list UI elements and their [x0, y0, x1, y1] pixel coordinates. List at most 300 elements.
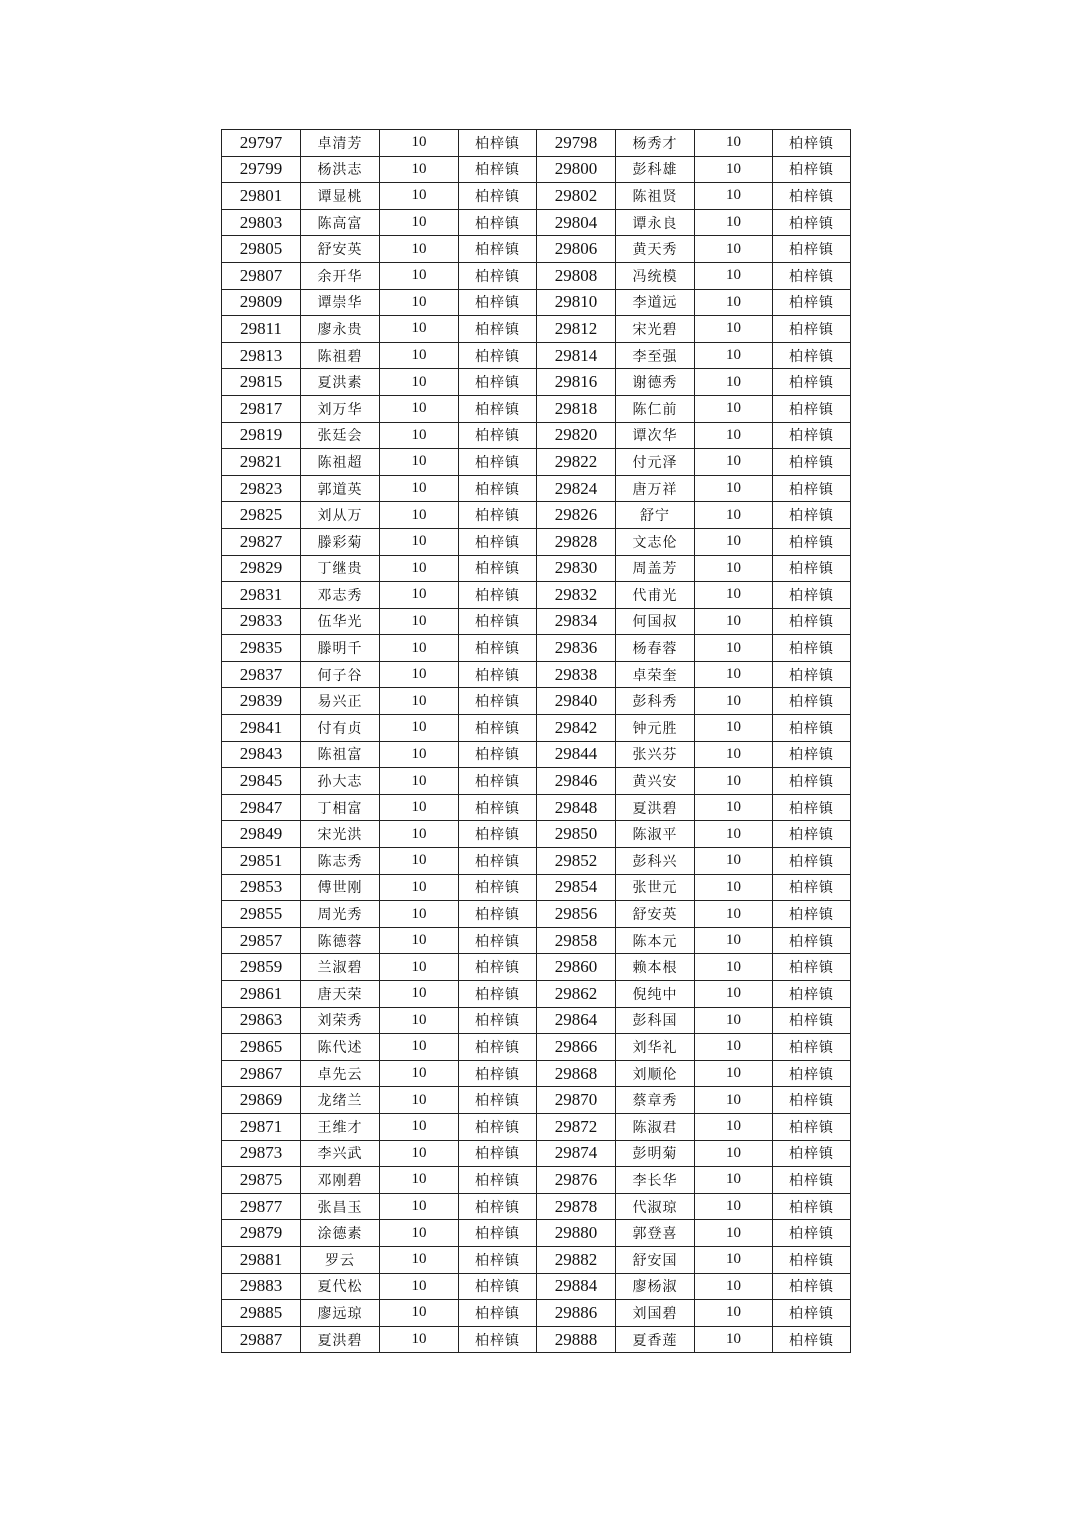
right-id-cell: 29862: [537, 981, 616, 1008]
table-row: [222, 741, 851, 768]
left-town-cell: 柏梓镇: [459, 502, 537, 529]
right-amount-cell: 10: [695, 1140, 773, 1167]
right-town-cell: 柏梓镇: [773, 1060, 851, 1087]
right-town-cell: 柏梓镇: [773, 1246, 851, 1273]
table-row: [222, 289, 851, 316]
table-row: [222, 1167, 851, 1194]
right-name-cell: 唐万祥: [616, 475, 695, 502]
left-name-cell: 龙绪兰: [301, 1087, 380, 1114]
right-town-cell: 柏梓镇: [773, 1273, 851, 1300]
left-town-cell: 柏梓镇: [459, 1246, 537, 1273]
right-name-cell: 张世元: [616, 874, 695, 901]
right-id-cell: 29846: [537, 768, 616, 795]
left-town-cell: 柏梓镇: [459, 156, 537, 183]
right-amount-cell: 10: [695, 130, 773, 157]
right-amount-cell: 10: [695, 1113, 773, 1140]
table-row: [222, 1273, 851, 1300]
left-amount-cell: 10: [380, 316, 459, 343]
left-town-cell: 柏梓镇: [459, 130, 537, 157]
right-town-cell: 柏梓镇: [773, 422, 851, 449]
left-town-cell: 柏梓镇: [459, 369, 537, 396]
right-town-cell: 柏梓镇: [773, 130, 851, 157]
left-name-cell: 滕彩菊: [301, 528, 380, 555]
left-name-cell: 李兴武: [301, 1140, 380, 1167]
right-amount-cell: 10: [695, 209, 773, 236]
right-name-cell: 文志伦: [616, 528, 695, 555]
right-id-cell: 29828: [537, 528, 616, 555]
right-id-cell: 29854: [537, 874, 616, 901]
left-id-cell: 29865: [222, 1034, 301, 1061]
left-amount-cell: 10: [380, 1140, 459, 1167]
left-town-cell: 柏梓镇: [459, 183, 537, 210]
right-id-cell: 29874: [537, 1140, 616, 1167]
left-name-cell: 付有贞: [301, 715, 380, 742]
right-name-cell: 刘顺伦: [616, 1060, 695, 1087]
right-amount-cell: 10: [695, 821, 773, 848]
left-name-cell: 陈高富: [301, 209, 380, 236]
left-town-cell: 柏梓镇: [459, 236, 537, 263]
left-id-cell: 29835: [222, 635, 301, 662]
right-id-cell: 29858: [537, 927, 616, 954]
left-town-cell: 柏梓镇: [459, 1060, 537, 1087]
right-town-cell: 柏梓镇: [773, 1326, 851, 1353]
right-id-cell: 29844: [537, 741, 616, 768]
left-amount-cell: 10: [380, 1113, 459, 1140]
right-name-cell: 陈淑君: [616, 1113, 695, 1140]
left-id-cell: 29843: [222, 741, 301, 768]
left-town-cell: 柏梓镇: [459, 927, 537, 954]
right-town-cell: 柏梓镇: [773, 1087, 851, 1114]
left-id-cell: 29869: [222, 1087, 301, 1114]
left-name-cell: 张昌玉: [301, 1193, 380, 1220]
table-row: [222, 449, 851, 476]
left-id-cell: 29837: [222, 661, 301, 688]
right-id-cell: 29804: [537, 209, 616, 236]
left-id-cell: 29819: [222, 422, 301, 449]
left-amount-cell: 10: [380, 528, 459, 555]
left-name-cell: 刘从万: [301, 502, 380, 529]
right-name-cell: 李道远: [616, 289, 695, 316]
left-name-cell: 孙大志: [301, 768, 380, 795]
left-id-cell: 29797: [222, 130, 301, 157]
right-amount-cell: 10: [695, 635, 773, 662]
left-town-cell: 柏梓镇: [459, 1034, 537, 1061]
left-amount-cell: 10: [380, 794, 459, 821]
table-row: [222, 236, 851, 263]
left-town-cell: 柏梓镇: [459, 289, 537, 316]
right-name-cell: 陈仁前: [616, 395, 695, 422]
left-town-cell: 柏梓镇: [459, 475, 537, 502]
left-name-cell: 谭崇华: [301, 289, 380, 316]
left-id-cell: 29803: [222, 209, 301, 236]
left-town-cell: 柏梓镇: [459, 422, 537, 449]
table-row: [222, 555, 851, 582]
left-name-cell: 陈祖碧: [301, 342, 380, 369]
right-amount-cell: 10: [695, 1007, 773, 1034]
left-amount-cell: 10: [380, 342, 459, 369]
right-town-cell: 柏梓镇: [773, 183, 851, 210]
left-id-cell: 29877: [222, 1193, 301, 1220]
left-name-cell: 廖永贵: [301, 316, 380, 343]
left-town-cell: 柏梓镇: [459, 1087, 537, 1114]
left-id-cell: 29853: [222, 874, 301, 901]
table-row: [222, 1113, 851, 1140]
left-name-cell: 何子谷: [301, 661, 380, 688]
right-amount-cell: 10: [695, 262, 773, 289]
right-id-cell: 29836: [537, 635, 616, 662]
right-amount-cell: 10: [695, 555, 773, 582]
table-row: [222, 316, 851, 343]
right-name-cell: 倪纯中: [616, 981, 695, 1008]
left-amount-cell: 10: [380, 209, 459, 236]
left-town-cell: 柏梓镇: [459, 688, 537, 715]
left-amount-cell: 10: [380, 1273, 459, 1300]
right-amount-cell: 10: [695, 1034, 773, 1061]
right-town-cell: 柏梓镇: [773, 1140, 851, 1167]
left-amount-cell: 10: [380, 1034, 459, 1061]
left-amount-cell: 10: [380, 1193, 459, 1220]
left-amount-cell: 10: [380, 954, 459, 981]
left-id-cell: 29833: [222, 608, 301, 635]
right-amount-cell: 10: [695, 1167, 773, 1194]
left-id-cell: 29855: [222, 901, 301, 928]
table-row: [222, 768, 851, 795]
right-town-cell: 柏梓镇: [773, 369, 851, 396]
right-town-cell: 柏梓镇: [773, 262, 851, 289]
table-row: [222, 1140, 851, 1167]
right-town-cell: 柏梓镇: [773, 635, 851, 662]
right-town-cell: 柏梓镇: [773, 555, 851, 582]
right-id-cell: 29880: [537, 1220, 616, 1247]
left-amount-cell: 10: [380, 183, 459, 210]
right-name-cell: 钟元胜: [616, 715, 695, 742]
right-town-cell: 柏梓镇: [773, 395, 851, 422]
left-name-cell: 兰淑碧: [301, 954, 380, 981]
right-id-cell: 29864: [537, 1007, 616, 1034]
right-id-cell: 29838: [537, 661, 616, 688]
table-row: [222, 183, 851, 210]
table-row: [222, 821, 851, 848]
left-town-cell: 柏梓镇: [459, 901, 537, 928]
left-amount-cell: 10: [380, 821, 459, 848]
right-amount-cell: 10: [695, 688, 773, 715]
right-id-cell: 29878: [537, 1193, 616, 1220]
left-id-cell: 29807: [222, 262, 301, 289]
right-name-cell: 代甫光: [616, 582, 695, 609]
left-name-cell: 陈祖超: [301, 449, 380, 476]
right-name-cell: 蔡章秀: [616, 1087, 695, 1114]
table-row: [222, 1326, 851, 1353]
table-row: [222, 635, 851, 662]
left-town-cell: 柏梓镇: [459, 209, 537, 236]
left-amount-cell: 10: [380, 475, 459, 502]
right-name-cell: 廖杨淑: [616, 1273, 695, 1300]
table-row: [222, 262, 851, 289]
right-id-cell: 29850: [537, 821, 616, 848]
right-town-cell: 柏梓镇: [773, 1300, 851, 1327]
left-name-cell: 罗云: [301, 1246, 380, 1273]
left-amount-cell: 10: [380, 901, 459, 928]
right-id-cell: 29872: [537, 1113, 616, 1140]
left-id-cell: 29857: [222, 927, 301, 954]
left-town-cell: 柏梓镇: [459, 316, 537, 343]
right-name-cell: 何国叔: [616, 608, 695, 635]
right-amount-cell: 10: [695, 1060, 773, 1087]
table-row: [222, 848, 851, 875]
left-id-cell: 29815: [222, 369, 301, 396]
left-town-cell: 柏梓镇: [459, 1193, 537, 1220]
left-amount-cell: 10: [380, 661, 459, 688]
left-id-cell: 29821: [222, 449, 301, 476]
left-name-cell: 陈代述: [301, 1034, 380, 1061]
right-amount-cell: 10: [695, 156, 773, 183]
right-id-cell: 29884: [537, 1273, 616, 1300]
left-name-cell: 夏代松: [301, 1273, 380, 1300]
left-town-cell: 柏梓镇: [459, 874, 537, 901]
right-town-cell: 柏梓镇: [773, 449, 851, 476]
right-id-cell: 29832: [537, 582, 616, 609]
right-id-cell: 29814: [537, 342, 616, 369]
right-id-cell: 29820: [537, 422, 616, 449]
right-id-cell: 29798: [537, 130, 616, 157]
left-amount-cell: 10: [380, 449, 459, 476]
left-id-cell: 29873: [222, 1140, 301, 1167]
right-id-cell: 29824: [537, 475, 616, 502]
left-amount-cell: 10: [380, 715, 459, 742]
left-amount-cell: 10: [380, 635, 459, 662]
table-row: [222, 156, 851, 183]
left-id-cell: 29887: [222, 1326, 301, 1353]
right-amount-cell: 10: [695, 927, 773, 954]
table-row: [222, 1087, 851, 1114]
left-town-cell: 柏梓镇: [459, 715, 537, 742]
left-name-cell: 卓先云: [301, 1060, 380, 1087]
right-name-cell: 彭明菊: [616, 1140, 695, 1167]
left-id-cell: 29861: [222, 981, 301, 1008]
table-row: [222, 582, 851, 609]
right-name-cell: 陈淑平: [616, 821, 695, 848]
left-name-cell: 邓刚碧: [301, 1167, 380, 1194]
right-amount-cell: 10: [695, 1193, 773, 1220]
right-town-cell: 柏梓镇: [773, 927, 851, 954]
right-town-cell: 柏梓镇: [773, 156, 851, 183]
right-town-cell: 柏梓镇: [773, 1113, 851, 1140]
right-name-cell: 宋光碧: [616, 316, 695, 343]
left-amount-cell: 10: [380, 369, 459, 396]
right-name-cell: 夏洪碧: [616, 794, 695, 821]
left-id-cell: 29879: [222, 1220, 301, 1247]
left-amount-cell: 10: [380, 688, 459, 715]
left-town-cell: 柏梓镇: [459, 848, 537, 875]
left-town-cell: 柏梓镇: [459, 528, 537, 555]
right-amount-cell: 10: [695, 768, 773, 795]
right-amount-cell: 10: [695, 369, 773, 396]
table-row: [222, 954, 851, 981]
right-name-cell: 陈本元: [616, 927, 695, 954]
right-town-cell: 柏梓镇: [773, 874, 851, 901]
right-town-cell: 柏梓镇: [773, 981, 851, 1008]
right-town-cell: 柏梓镇: [773, 954, 851, 981]
left-id-cell: 29863: [222, 1007, 301, 1034]
left-amount-cell: 10: [380, 981, 459, 1008]
right-amount-cell: 10: [695, 316, 773, 343]
left-id-cell: 29799: [222, 156, 301, 183]
right-town-cell: 柏梓镇: [773, 821, 851, 848]
left-id-cell: 29859: [222, 954, 301, 981]
right-town-cell: 柏梓镇: [773, 901, 851, 928]
left-name-cell: 丁继贵: [301, 555, 380, 582]
left-name-cell: 夏洪素: [301, 369, 380, 396]
left-amount-cell: 10: [380, 1300, 459, 1327]
right-amount-cell: 10: [695, 422, 773, 449]
left-name-cell: 伍华光: [301, 608, 380, 635]
right-town-cell: 柏梓镇: [773, 741, 851, 768]
right-name-cell: 舒安国: [616, 1246, 695, 1273]
right-town-cell: 柏梓镇: [773, 1167, 851, 1194]
table-row: [222, 981, 851, 1008]
table-row: [222, 1220, 851, 1247]
table-row: [222, 661, 851, 688]
right-name-cell: 付元泽: [616, 449, 695, 476]
roster-table: [221, 129, 851, 1353]
right-name-cell: 李长华: [616, 1167, 695, 1194]
right-id-cell: 29800: [537, 156, 616, 183]
right-name-cell: 彭科兴: [616, 848, 695, 875]
right-id-cell: 29866: [537, 1034, 616, 1061]
right-id-cell: 29882: [537, 1246, 616, 1273]
right-amount-cell: 10: [695, 901, 773, 928]
right-name-cell: 舒安英: [616, 901, 695, 928]
left-name-cell: 舒安英: [301, 236, 380, 263]
right-amount-cell: 10: [695, 848, 773, 875]
left-amount-cell: 10: [380, 768, 459, 795]
right-amount-cell: 10: [695, 981, 773, 1008]
right-name-cell: 谢德秀: [616, 369, 695, 396]
table-row: [222, 475, 851, 502]
right-id-cell: 29822: [537, 449, 616, 476]
right-id-cell: 29834: [537, 608, 616, 635]
right-town-cell: 柏梓镇: [773, 688, 851, 715]
right-id-cell: 29876: [537, 1167, 616, 1194]
right-id-cell: 29886: [537, 1300, 616, 1327]
left-id-cell: 29831: [222, 582, 301, 609]
table-row: [222, 422, 851, 449]
left-id-cell: 29825: [222, 502, 301, 529]
right-name-cell: 代淑琼: [616, 1193, 695, 1220]
right-id-cell: 29808: [537, 262, 616, 289]
left-id-cell: 29817: [222, 395, 301, 422]
left-amount-cell: 10: [380, 1326, 459, 1353]
left-name-cell: 丁相富: [301, 794, 380, 821]
left-town-cell: 柏梓镇: [459, 981, 537, 1008]
right-name-cell: 舒宁: [616, 502, 695, 529]
right-amount-cell: 10: [695, 741, 773, 768]
right-name-cell: 冯统模: [616, 262, 695, 289]
table-row: [222, 927, 851, 954]
right-name-cell: 张兴芬: [616, 741, 695, 768]
left-town-cell: 柏梓镇: [459, 1167, 537, 1194]
table-row: [222, 1300, 851, 1327]
right-id-cell: 29816: [537, 369, 616, 396]
left-town-cell: 柏梓镇: [459, 1140, 537, 1167]
right-amount-cell: 10: [695, 183, 773, 210]
table-row: [222, 688, 851, 715]
right-town-cell: 柏梓镇: [773, 1007, 851, 1034]
left-id-cell: 29813: [222, 342, 301, 369]
right-name-cell: 刘国碧: [616, 1300, 695, 1327]
right-town-cell: 柏梓镇: [773, 1220, 851, 1247]
right-amount-cell: 10: [695, 1220, 773, 1247]
right-town-cell: 柏梓镇: [773, 502, 851, 529]
right-town-cell: 柏梓镇: [773, 582, 851, 609]
left-name-cell: 郭道英: [301, 475, 380, 502]
right-amount-cell: 10: [695, 874, 773, 901]
left-amount-cell: 10: [380, 502, 459, 529]
right-name-cell: 杨春蓉: [616, 635, 695, 662]
left-town-cell: 柏梓镇: [459, 1300, 537, 1327]
left-town-cell: 柏梓镇: [459, 262, 537, 289]
left-amount-cell: 10: [380, 1167, 459, 1194]
left-id-cell: 29849: [222, 821, 301, 848]
left-amount-cell: 10: [380, 395, 459, 422]
right-town-cell: 柏梓镇: [773, 289, 851, 316]
table-row: [222, 528, 851, 555]
right-amount-cell: 10: [695, 715, 773, 742]
left-amount-cell: 10: [380, 1246, 459, 1273]
right-name-cell: 黄兴安: [616, 768, 695, 795]
right-town-cell: 柏梓镇: [773, 608, 851, 635]
left-amount-cell: 10: [380, 236, 459, 263]
right-id-cell: 29888: [537, 1326, 616, 1353]
left-town-cell: 柏梓镇: [459, 1273, 537, 1300]
left-town-cell: 柏梓镇: [459, 661, 537, 688]
right-town-cell: 柏梓镇: [773, 342, 851, 369]
right-amount-cell: 10: [695, 236, 773, 263]
table-row: [222, 209, 851, 236]
left-amount-cell: 10: [380, 422, 459, 449]
right-id-cell: 29810: [537, 289, 616, 316]
left-amount-cell: 10: [380, 608, 459, 635]
left-name-cell: 廖远琼: [301, 1300, 380, 1327]
left-town-cell: 柏梓镇: [459, 1113, 537, 1140]
left-town-cell: 柏梓镇: [459, 555, 537, 582]
right-name-cell: 周盖芳: [616, 555, 695, 582]
left-name-cell: 陈志秀: [301, 848, 380, 875]
right-id-cell: 29848: [537, 794, 616, 821]
right-town-cell: 柏梓镇: [773, 768, 851, 795]
right-amount-cell: 10: [695, 528, 773, 555]
left-amount-cell: 10: [380, 1007, 459, 1034]
right-id-cell: 29826: [537, 502, 616, 529]
right-name-cell: 夏香莲: [616, 1326, 695, 1353]
left-id-cell: 29885: [222, 1300, 301, 1327]
left-amount-cell: 10: [380, 1087, 459, 1114]
left-amount-cell: 10: [380, 874, 459, 901]
right-amount-cell: 10: [695, 794, 773, 821]
right-id-cell: 29870: [537, 1087, 616, 1114]
left-town-cell: 柏梓镇: [459, 1007, 537, 1034]
left-name-cell: 夏洪碧: [301, 1326, 380, 1353]
left-amount-cell: 10: [380, 262, 459, 289]
right-amount-cell: 10: [695, 342, 773, 369]
right-name-cell: 陈祖贤: [616, 183, 695, 210]
left-town-cell: 柏梓镇: [459, 449, 537, 476]
right-town-cell: 柏梓镇: [773, 528, 851, 555]
left-name-cell: 傅世刚: [301, 874, 380, 901]
left-name-cell: 谭显桃: [301, 183, 380, 210]
table-row: [222, 901, 851, 928]
table-row: [222, 369, 851, 396]
